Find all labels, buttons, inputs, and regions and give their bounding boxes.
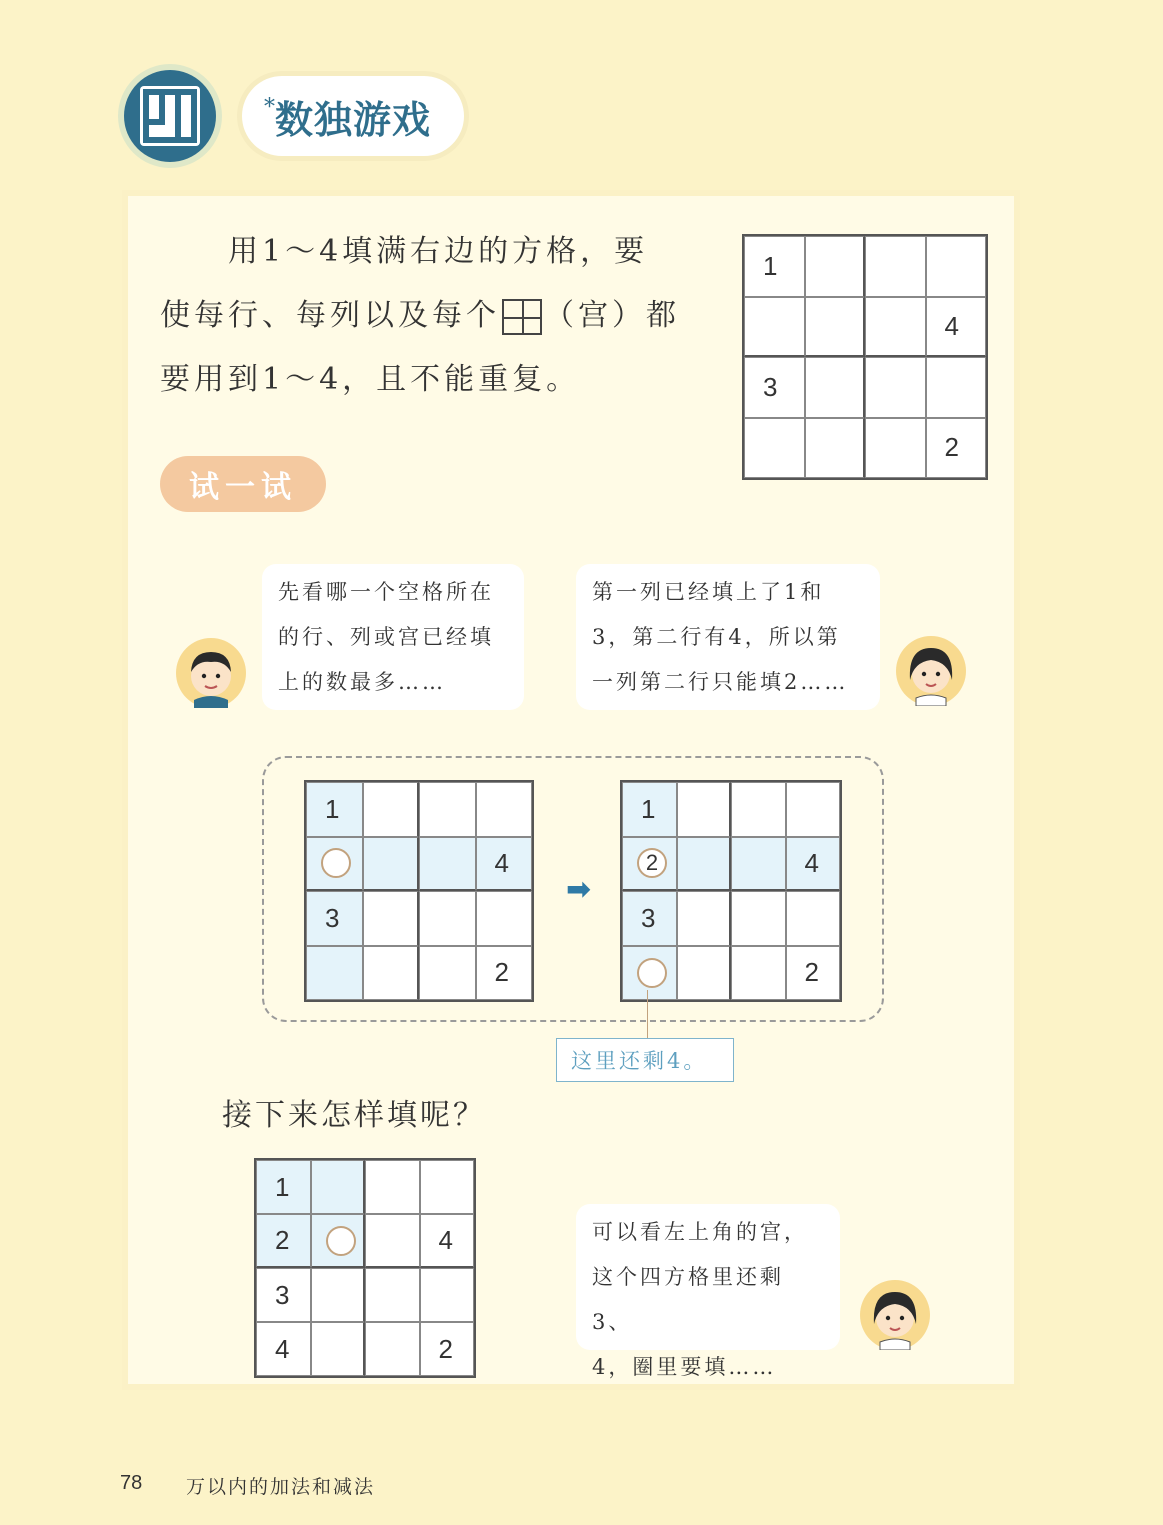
grid-cell — [365, 1322, 420, 1376]
intro-line-2 — [160, 284, 720, 348]
grid-cell — [419, 782, 476, 837]
grid-cell — [805, 297, 866, 358]
grid-cell — [476, 782, 533, 837]
grid-cell — [420, 1214, 475, 1268]
cell-value: 1 — [641, 793, 656, 824]
grid-cell — [306, 946, 363, 1001]
grid-cell — [622, 946, 677, 1001]
grid-cell — [786, 837, 841, 892]
grid-cell — [306, 782, 363, 837]
grid-cell — [311, 1268, 366, 1322]
speech-bubble-right — [576, 564, 880, 710]
cell-value: 2 — [804, 957, 819, 988]
cell-value: 1 — [763, 250, 778, 281]
intro-line-3: 要用到1～4，且不能重复。 — [160, 362, 581, 397]
grid-cell — [926, 357, 987, 418]
answer-circle — [637, 958, 667, 988]
grid-cell — [306, 891, 363, 946]
girl-avatar — [860, 1280, 930, 1350]
grid-cell — [476, 891, 533, 946]
grid-cell — [363, 946, 420, 1001]
cell-value: 2 — [494, 957, 509, 988]
bubble-right-line: 3，第二行有4，所以第 — [592, 625, 841, 649]
remaining-note: 这里还剩4。 — [556, 1038, 734, 1082]
grid-cell — [419, 946, 476, 1001]
grid-cell — [744, 297, 805, 358]
bubble-right-line: 一列第二行只能填2…… — [592, 670, 849, 694]
section-title — [242, 76, 464, 156]
cell-value: 4 — [494, 847, 509, 878]
grid-cell — [476, 946, 533, 1001]
cell-value: 4 — [804, 847, 819, 878]
title-text: 数独游戏 — [275, 96, 432, 142]
cell-value: 4 — [275, 1333, 290, 1364]
grid-cell — [744, 236, 805, 297]
cell-value: 2 — [275, 1225, 290, 1255]
sudoku-grid-step1 — [304, 780, 534, 1002]
grid-cell — [256, 1160, 311, 1214]
intro-line-2-b: （宫）都 — [544, 298, 680, 333]
grid-cell — [865, 418, 926, 479]
grid-cell — [786, 891, 841, 946]
question-text: 接下来怎样填呢？ — [222, 1098, 486, 1133]
speech-bubble-left — [262, 564, 524, 710]
bubble-bottom-line: 4，圈里要填…… — [592, 1355, 777, 1379]
intro-paragraph — [160, 220, 720, 412]
sudoku-grid-main — [742, 234, 988, 480]
grid-cell — [926, 236, 987, 297]
cell-value: 3 — [275, 1279, 290, 1310]
cell-value: 3 — [325, 902, 340, 933]
grid-cell — [420, 1160, 475, 1214]
grid-cell — [311, 1160, 366, 1214]
grid-cell — [731, 891, 786, 946]
grid-cell — [622, 891, 677, 946]
bubble-left-line: 先看哪一个空格所在 — [278, 580, 494, 604]
grid-cell — [677, 946, 732, 1001]
box-grid-icon — [502, 299, 542, 335]
grid-cell — [622, 837, 677, 892]
bubble-bottom-line: 可以看左上角的宫， — [592, 1220, 808, 1244]
grid-cell — [363, 782, 420, 837]
grid-cell — [865, 236, 926, 297]
cell-value: 4 — [438, 1225, 453, 1255]
grid-cell — [420, 1322, 475, 1376]
cell-value: 1 — [325, 793, 340, 824]
grid-cell — [419, 837, 476, 892]
chapter-title: 万以内的加法和减法 — [186, 1476, 376, 1498]
grid-cell — [365, 1160, 420, 1214]
sudoku-grid-step3 — [254, 1158, 476, 1378]
grid-cell — [731, 946, 786, 1001]
grid-cell — [622, 782, 677, 837]
cell-value: 1 — [275, 1171, 290, 1202]
girl-avatar — [896, 636, 966, 706]
bubble-right-line: 第一列已经填上了1和 — [592, 580, 825, 604]
bubble-left-line: 上的数最多…… — [278, 670, 446, 694]
try-label: 试一试 — [160, 456, 326, 512]
grid-cell — [744, 357, 805, 418]
grid-cell — [363, 837, 420, 892]
grid-cell — [731, 782, 786, 837]
grid-cell — [805, 236, 866, 297]
grid-cell — [677, 837, 732, 892]
grid-cell — [786, 782, 841, 837]
grid-cell — [677, 891, 732, 946]
grid-cell — [311, 1214, 366, 1268]
cell-value: 2 — [438, 1333, 453, 1364]
cell-value: 2 — [944, 432, 959, 463]
cell-value: 4 — [944, 310, 959, 341]
grid-cell — [731, 837, 786, 892]
title-star: * — [264, 94, 275, 120]
sudoku-grid-step2 — [620, 780, 842, 1002]
page-number: 78 — [120, 1472, 143, 1494]
answer-circle: 2 — [637, 848, 667, 878]
grid-cell — [256, 1214, 311, 1268]
intro-line-2-a: 使每行、每列以及每个 — [160, 298, 500, 333]
grid-cell — [865, 297, 926, 358]
grid-cell — [363, 891, 420, 946]
bubble-bottom-line: 这个四方格里还剩3、 — [592, 1265, 784, 1334]
grid-cell — [306, 837, 363, 892]
answer-circle — [321, 848, 351, 878]
grid-cell — [805, 357, 866, 418]
arrow-right-icon: ➡ — [566, 872, 592, 907]
grid-cell — [311, 1322, 366, 1376]
grid-cell — [365, 1214, 420, 1268]
grid-cell — [256, 1322, 311, 1376]
grid-cell — [677, 782, 732, 837]
lesson-badge — [124, 70, 216, 162]
grid-cell — [420, 1268, 475, 1322]
speech-bubble-bottom — [576, 1204, 840, 1379]
grid-cell — [865, 357, 926, 418]
grid-cell — [786, 946, 841, 1001]
answer-circle — [326, 1226, 356, 1256]
cell-value: 3 — [641, 902, 656, 933]
grid-cell — [744, 418, 805, 479]
lesson-number-icon — [140, 86, 200, 146]
intro-line-1: 用1～4填满右边的方格，要 — [228, 234, 649, 269]
grid-cell — [365, 1268, 420, 1322]
bubble-left-line: 的行、列或宫已经填 — [278, 625, 494, 649]
note-pointer-line — [647, 990, 649, 1038]
grid-cell — [926, 418, 987, 479]
grid-cell — [926, 297, 987, 358]
grid-cell — [419, 891, 476, 946]
boy-avatar — [176, 638, 246, 708]
cell-value: 3 — [763, 371, 778, 402]
grid-cell — [805, 418, 866, 479]
grid-cell — [256, 1268, 311, 1322]
grid-cell — [476, 837, 533, 892]
